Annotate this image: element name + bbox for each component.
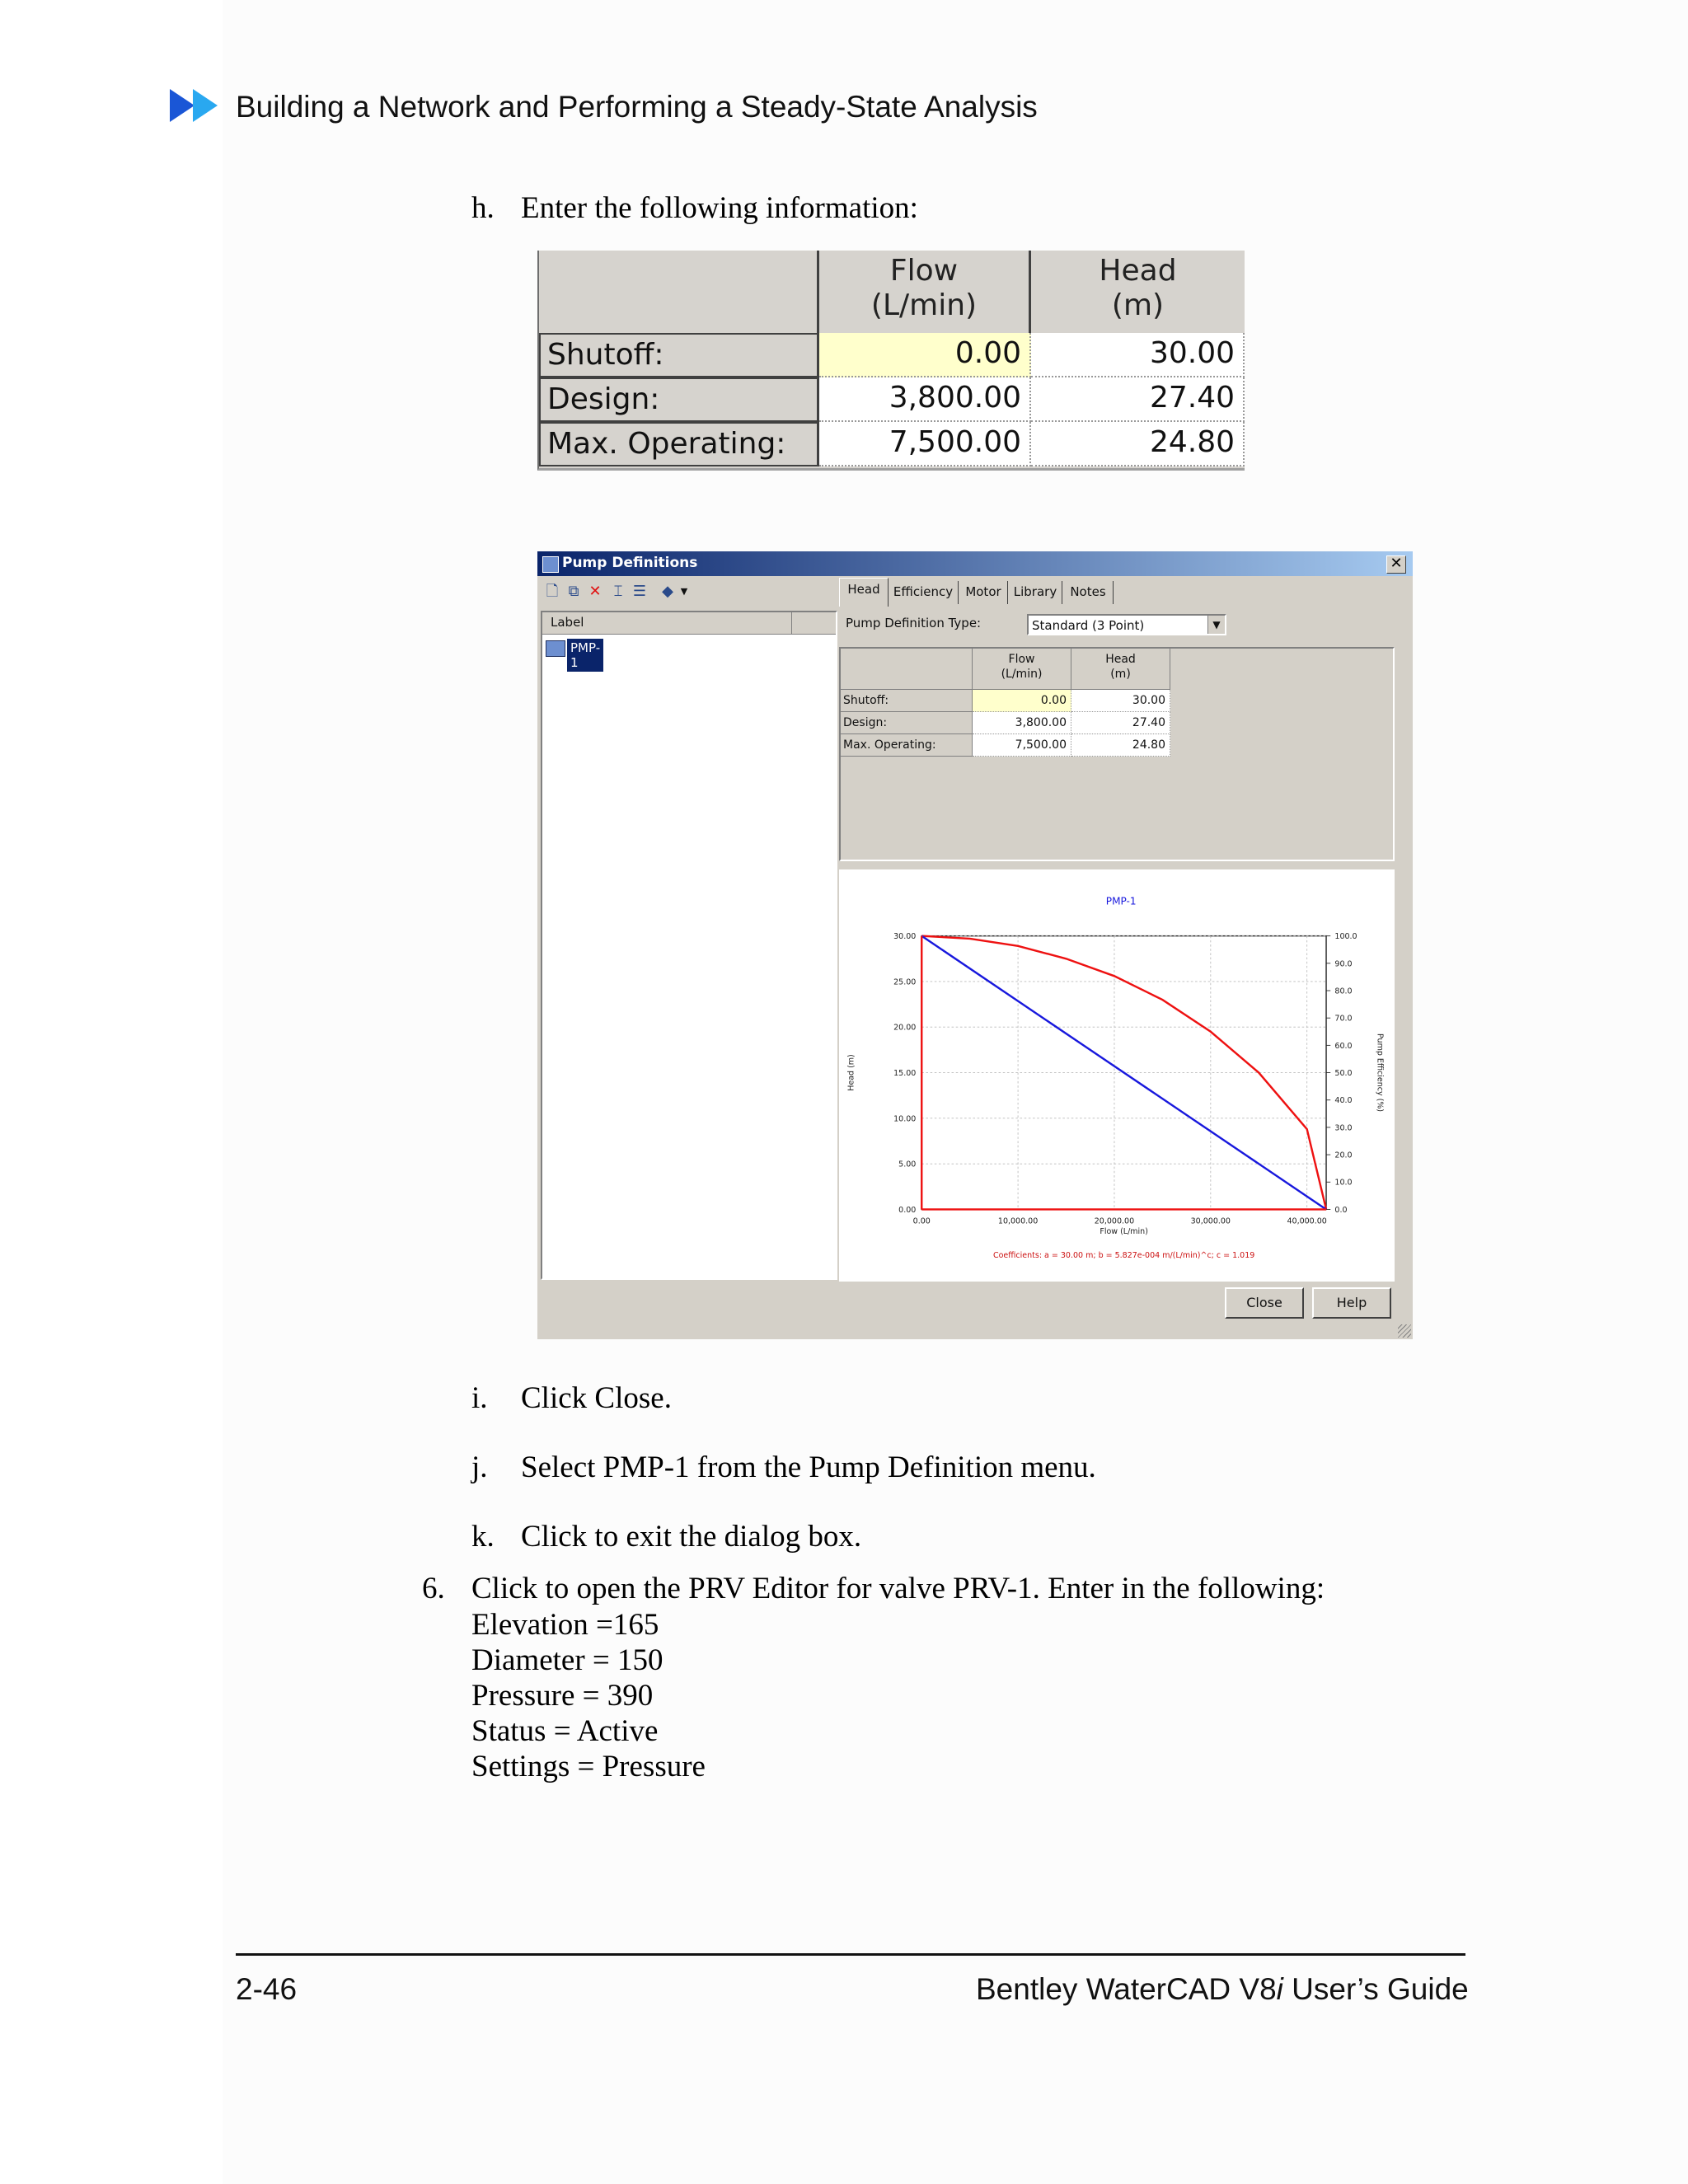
y2-tick-label: 40.0 — [1334, 1096, 1353, 1106]
flow-header-line2: (L/min) — [870, 288, 978, 322]
pump-points-grid — [839, 647, 1395, 861]
delete-icon[interactable]: ✕ — [588, 583, 602, 600]
resize-grip-icon[interactable] — [1398, 1324, 1411, 1338]
design-head-cell[interactable]: 27.40 — [1031, 377, 1245, 422]
y2-tick-label: 90.0 — [1334, 959, 1353, 969]
y-tick-label: 25.00 — [893, 977, 917, 987]
prv-pressure-line: Pressure = 390 — [471, 1679, 654, 1713]
pump-points-table-zoomed — [537, 251, 1245, 471]
max-operating-flow-cell[interactable]: 7,500.00 — [819, 422, 1031, 466]
step-text: Click to exit the dialog box. — [521, 1520, 862, 1554]
max-operating-flow-cell[interactable]: 7,500.00 — [973, 734, 1071, 757]
chevron-down-icon[interactable]: ▼ — [1207, 616, 1225, 634]
step-label: h. — [471, 191, 495, 225]
pump-app-icon — [542, 556, 559, 573]
head-column-header — [1031, 251, 1245, 333]
y2-tick-label: 100.0 — [1334, 932, 1357, 942]
y-tick-label: 5.00 — [898, 1160, 917, 1169]
pump-definition-icon — [546, 640, 565, 657]
x-tick-label: 10,000.00 — [997, 1216, 1039, 1226]
pump-definition-type-value: Standard (3 Point) — [1032, 618, 1145, 633]
max-operating-head-cell[interactable]: 24.80 — [1071, 734, 1170, 757]
footer-book-title: Bentley WaterCAD V8i User’s Guide — [976, 1972, 1469, 2006]
tab-library[interactable]: Library — [1009, 581, 1062, 604]
design-flow-cell[interactable]: 3,800.00 — [819, 377, 1031, 422]
list-item-label: PMP-1 — [567, 639, 603, 672]
corner-header — [841, 649, 973, 690]
tab-notes[interactable]: Notes — [1063, 581, 1114, 604]
max-operating-head-cell[interactable]: 24.80 — [1031, 422, 1245, 466]
tab-head[interactable]: Head — [839, 578, 889, 607]
close-icon[interactable]: ✕ — [1386, 555, 1406, 574]
step-label: j. — [471, 1451, 488, 1484]
step-label: 6. — [422, 1572, 445, 1605]
pump-definitions-dialog — [537, 551, 1413, 1339]
flow-header-line2: (L/min) — [1001, 668, 1043, 681]
y2-tick-label: 10.0 — [1334, 1178, 1353, 1188]
y2-tick-label: 70.0 — [1334, 1014, 1353, 1024]
step-text: Click to open the PRV Editor for valve PRV-1. Enter in the following: — [471, 1572, 1325, 1605]
corner-header — [539, 251, 819, 333]
pump-curve-chart — [839, 869, 1395, 1282]
y-axis-label: Head (m) — [846, 1054, 856, 1091]
step-label: i. — [471, 1381, 488, 1415]
shutoff-head-cell[interactable]: 30.00 — [1071, 690, 1170, 712]
shutoff-flow-cell[interactable]: 0.00 — [819, 333, 1031, 377]
y2-tick-label: 30.0 — [1334, 1123, 1353, 1133]
tab-motor[interactable]: Motor — [959, 581, 1008, 604]
section-title: Building a Network and Performing a Steady-State Analysis — [236, 90, 1038, 124]
y-tick-label: 15.00 — [893, 1069, 917, 1078]
row-label-design: Design: — [539, 377, 819, 422]
y2-tick-label: 0.0 — [1334, 1205, 1348, 1215]
help-button[interactable]: Help — [1312, 1287, 1391, 1319]
y2-tick-label: 20.0 — [1334, 1151, 1353, 1160]
list-column-header — [542, 612, 836, 635]
row-label-shutoff: Shutoff: — [841, 690, 973, 712]
report-icon[interactable]: ☰ — [632, 583, 647, 600]
dialog-titlebar — [537, 551, 1413, 576]
step-text: Enter the following information: — [521, 191, 918, 225]
pump-definition-type-label: Pump Definition Type: — [846, 616, 982, 630]
x-tick-label: 30,000.00 — [1190, 1216, 1231, 1226]
row-label-shutoff: Shutoff: — [539, 333, 819, 377]
x-tick-label: 20,000.00 — [1094, 1216, 1135, 1226]
flow-header-line1: Flow — [1008, 653, 1035, 666]
chart-title: PMP-1 — [1105, 895, 1137, 907]
row-label-max-operating: Max. Operating: — [841, 734, 973, 757]
step-label: k. — [471, 1520, 495, 1554]
tab-efficiency[interactable]: Efficiency — [889, 581, 959, 604]
y2-tick-label: 50.0 — [1334, 1069, 1353, 1078]
coefficients-annotation: Coefficients: a = 30.00 m; b = 5.827e-004 m/(L/min)^c; c = 1.019 — [992, 1251, 1255, 1261]
step-text: Select PMP-1 from the Pump Definition menu. — [521, 1451, 1096, 1484]
page-number: 2-46 — [236, 1972, 298, 2006]
step-text: Click Close. — [521, 1381, 672, 1415]
label-column-title: Label — [551, 615, 584, 630]
y-tick-label: 10.00 — [893, 1114, 917, 1124]
close-button[interactable]: Close — [1225, 1287, 1304, 1319]
design-flow-cell[interactable]: 3,800.00 — [973, 712, 1071, 734]
x-axis-label: Flow (L/min) — [1100, 1226, 1148, 1236]
pump-definition-type-select[interactable] — [1027, 614, 1226, 635]
new-icon[interactable]: 🗋 — [546, 583, 559, 600]
head-column-header — [1071, 649, 1170, 690]
head-header-line1: Head — [1099, 254, 1177, 288]
prv-status-line: Status = Active — [471, 1714, 659, 1748]
chevron-down-icon[interactable]: ▼ — [680, 586, 688, 597]
column-separator — [791, 612, 792, 634]
head-header-line2: (m) — [1110, 668, 1131, 681]
shutoff-flow-cell[interactable]: 0.00 — [973, 690, 1071, 712]
pump-curve-svg — [839, 869, 1395, 1282]
synchronize-icon[interactable]: ◆ — [662, 583, 673, 600]
shutoff-head-cell[interactable]: 30.00 — [1031, 333, 1245, 377]
double-arrow-icon — [170, 89, 223, 122]
x-tick-label: 40,000.00 — [1287, 1216, 1327, 1226]
y2-tick-label: 60.0 — [1334, 1041, 1353, 1051]
head-header-line1: Head — [1105, 653, 1136, 666]
y-tick-label: 30.00 — [893, 932, 917, 942]
dialog-title: Pump Definitions — [562, 555, 698, 571]
prv-diameter-line: Diameter = 150 — [471, 1643, 663, 1677]
prv-settings-line: Settings = Pressure — [471, 1750, 706, 1783]
row-label-max-operating: Max. Operating: — [539, 422, 819, 466]
flow-column-header — [973, 649, 1071, 690]
design-head-cell[interactable]: 27.40 — [1071, 712, 1170, 734]
row-label-design: Design: — [841, 712, 973, 734]
prv-elevation-line: Elevation =165 — [471, 1608, 659, 1642]
flow-column-header — [819, 251, 1031, 333]
pump-definition-list — [541, 611, 837, 1280]
rename-icon[interactable]: ⌶ — [613, 583, 623, 600]
head-header-line2: (m) — [1111, 288, 1165, 322]
footer-rule — [236, 1953, 1465, 1956]
y2-tick-label: 80.0 — [1334, 987, 1353, 996]
duplicate-icon[interactable]: ⧉ — [568, 583, 579, 600]
y2-axis-label: Pump Efficiency (%) — [1375, 1033, 1385, 1113]
x-tick-label: 0.00 — [912, 1216, 931, 1226]
flow-header-line1: Flow — [889, 254, 959, 288]
y-tick-label: 0.00 — [898, 1205, 917, 1215]
y-tick-label: 20.00 — [893, 1023, 917, 1033]
